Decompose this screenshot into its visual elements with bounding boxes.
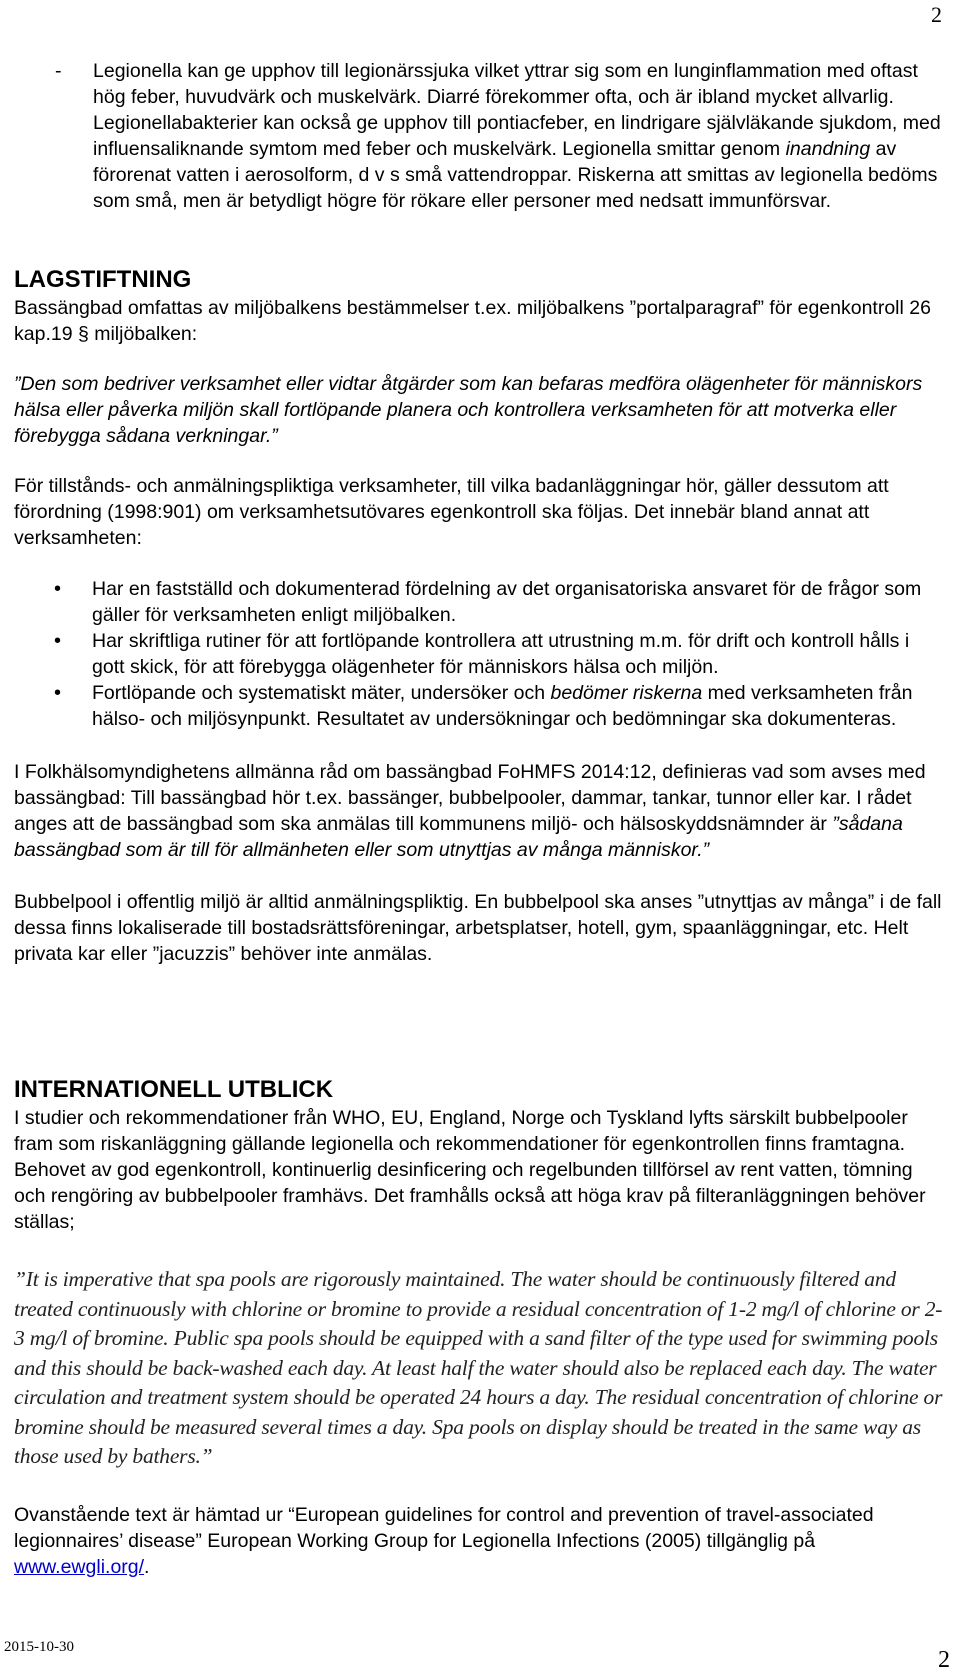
lagstiftning-section xyxy=(14,266,944,967)
list-item: • Har en fastställd och dokumenterad fördelning av det organisatoriska ansvaret för de frågor som gäller för verksamheten enligt miljöbalken. xyxy=(54,578,922,626)
bullet-icon: • xyxy=(54,682,62,704)
legionella-paragraph: Legionella kan ge upphov till legionärssjuka vilket yttrar sig som en lunginflammation med oftast hög feber, huvudvärk och muskelvärk. Diarré förekommer ofta, och är ibland mycket allvarlig. Legionellabakterier kan också ge upphov till pontiacfeber, en lindrigare självläkande sjukdom, med influensaliknande symtom med feber och muskelvärk. Legionella smittar genom inandning av förorenat vatten i aerosolform, d v s små vattendroppar. Riskerna att smittas av legionella bedöms som små, men är betydligt högre för rökare eller personer med nedsatt immunförsvar. xyxy=(93,60,941,212)
requirements-list xyxy=(14,576,944,732)
lagstiftning-intro: Bassängbad omfattas av miljöbalkens bestämmelser t.ex. miljöbalkens ”portalparagraf” för egenkontroll 26 kap.19 § miljöbalken: xyxy=(14,297,931,345)
footer-page-number: 2 xyxy=(938,1647,950,1673)
ewgli-link[interactable]: www.ewgli.org/ xyxy=(14,1555,145,1578)
footer-date: 2015-10-30 xyxy=(4,1639,74,1655)
list-item: • Har skriftliga rutiner för att fortlöpande kontrollera att utrustning m.m. för drift och kontroll hålls i gott skick, för att förebygga olägenheter för människors hälsa och miljön. xyxy=(54,630,910,678)
inandning-emphasis: inandning xyxy=(785,138,871,160)
source-paragraph: Ovanstående text är hämtad ur “European guidelines for control and prevention of travel-associated legionnaires’ disease” European Working Group for Legionella Infections (2005) tillgänglig på www.ewgli.org/. xyxy=(14,1503,874,1578)
internationell-paragraph: I studier och rekommendationer från WHO, EU, England, Norge och Tyskland lyfts särskilt bubbelpooler fram som riskanläggning gällande legionella och rekommendationer för egenkontrollen finns framtagna. Behovet av god egenkontroll, kontinuerlig desinficering och regelbunden tillförsel av rent vatten, tömning och rengöring av bubbelpooler framhävs. Det framhålls också att höga krav på filteranläggningen behöver ställas; xyxy=(14,1107,926,1233)
page-number-top: 2 xyxy=(931,2,942,27)
bubbelpool-paragraph: Bubbelpool i offentlig miljö är alltid anmälningspliktig. En bubbelpool ska anses ”utnyttjas av många” i de fall dessa finns lokaliserade till bostadsrättsföreningar, arbetsplatser, hotell, gym, spaanläggningar, etc. Helt privata kar eller ”jacuzzis” behöver inte anmälas. xyxy=(14,891,942,965)
forordning-paragraph: För tillstånds- och anmälningspliktiga verksamheter, till vilka badanläggningar hör, gäller dessutom att förordning (1998:901) om verksamhetsutövares egenkontroll ska följas. Det innebär bland annat att verksamheten: xyxy=(14,475,889,549)
bullet-icon: • xyxy=(54,630,62,652)
fohmfs-quote: ”sådana bassängbad som är till för allmänheten eller som utnyttjas av många människor.” xyxy=(14,813,903,861)
internationell-section xyxy=(14,1076,944,1580)
ewgli-quote: ”It is imperative that spa pools are rigorously maintained. The water should be continuously filtered and treated continuously with chlorine or bromine to provide a residual concentration of 1-2 mg/l of chlorine or 2-3 mg/l of bromine. Public spa pools should be equipped with a sand filter of the type used for swimming pools and this should be back-washed each day. At least half the water should also be replaced each day. The water circulation and treatment system should be operated 24 hours a day. The residual concentration of chlorine or bromine should be measured several times a day. Spa pools on display should be treated in the same way as those used by bathers.” xyxy=(14,1267,943,1468)
legionella-dash-item xyxy=(55,58,945,214)
list-item: • Fortlöpande och systematiskt mäter, undersöker och bedömer riskerna med verksamheten från hälso- och miljösynpunkt. Resultatet av undersökningar och bedömningar ska dokumenteras. xyxy=(54,682,913,730)
bedomer-riskerna-emphasis: bedömer riskerna xyxy=(550,682,703,704)
bullet-icon: • xyxy=(54,578,62,600)
miljobalken-quote: ”Den som bedriver verksamhet eller vidtar åtgärder som kan befaras medföra olägenheter för människors hälsa eller påverka miljön skall fortlöpande planera och kontrollera verksamheten för att motverka eller förebygga sådana verkningar.” xyxy=(14,373,923,447)
lagstiftning-heading: LAGSTIFTNING xyxy=(14,266,192,293)
internationell-heading: INTERNATIONELL UTBLICK xyxy=(14,1076,334,1103)
fohmfs-paragraph: I Folkhälsomyndighetens allmänna råd om bassängbad FoHMFS 2014:12, definieras vad som avses med bassängbad: Till bassängbad hör t.ex. bassänger, bubbelpooler, dammar, tankar, tunnor eller kar. I rådet anges att de bassängbad som ska anmälas till kommunens miljö- och hälsoskyddsnämnder är ”sådana bassängbad som är till för allmänheten eller som utnyttjas av många människor.” xyxy=(14,761,926,861)
dash-marker: - xyxy=(55,60,62,82)
